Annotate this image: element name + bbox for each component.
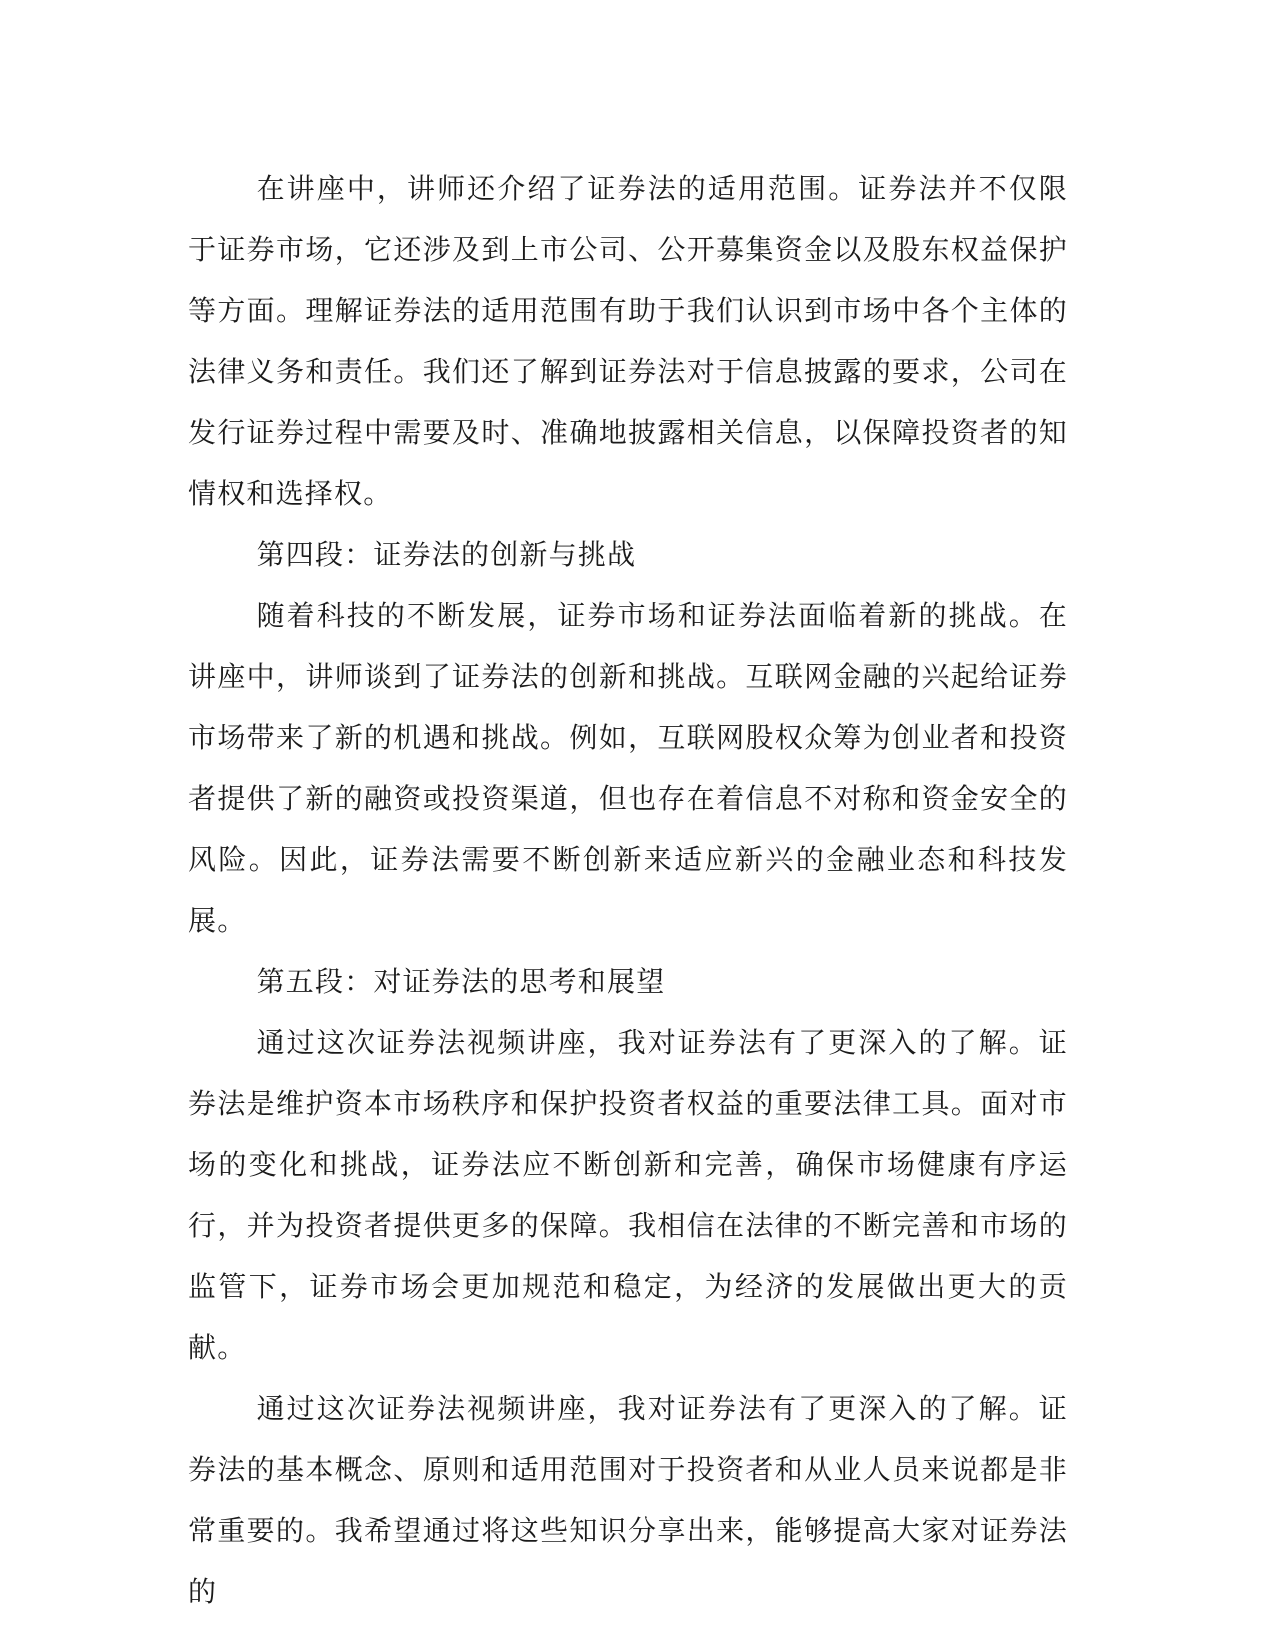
paragraph-innovation: 随着科技的不断发展，证券市场和证券法面临着新的挑战。在讲座中，讲师谈到了证券法的创新和挑战。互联网金融的兴起给证券市场带来了新的机遇和挑战。例如，互联网股权众筹为创业者和投资者提供了新的融资或投资渠道，但也存在着信息不对称和资金安全的风险。因此，证券法需要不断创新来适应新兴的金融业态和科技发展。	[188, 599, 1068, 937]
section-heading-4: 第四段：证券法的创新与挑战	[256, 538, 637, 571]
paragraph-reflection: 通过这次证券法视频讲座，我对证券法有了更深入的了解。证券法是维护资本市场秩序和保护投资者权益的重要法律工具。面对市场的变化和挑战，证券法应不断创新和完善，确保市场健康有序运行，并为投资者提供更多的保障。我相信在法律的不断完善和市场的监管下，证券市场会更加规范和稳定，为经济的发展做出更大的贡献。	[188, 1026, 1068, 1364]
document-body	[188, 158, 1068, 1622]
paragraph-scope: 在讲座中，讲师还介绍了证券法的适用范围。证券法并不仅限于证券市场，它还涉及到上市公司、公开募集资金以及股东权益保护等方面。理解证券法的适用范围有助于我们认识到市场中各个主体的法律义务和责任。我们还了解到证券法对于信息披露的要求，公司在发行证券过程中需要及时、准确地披露相关信息，以保障投资者的知情权和选择权。	[188, 172, 1068, 510]
paragraph-conclusion: 通过这次证券法视频讲座，我对证券法有了更深入的了解。证券法的基本概念、原则和适用范围对于投资者和从业人员来说都是非常重要的。我希望通过将这些知识分享出来，能够提高大家对证券法的	[188, 1392, 1068, 1608]
section-heading-5: 第五段：对证券法的思考和展望	[256, 965, 666, 998]
